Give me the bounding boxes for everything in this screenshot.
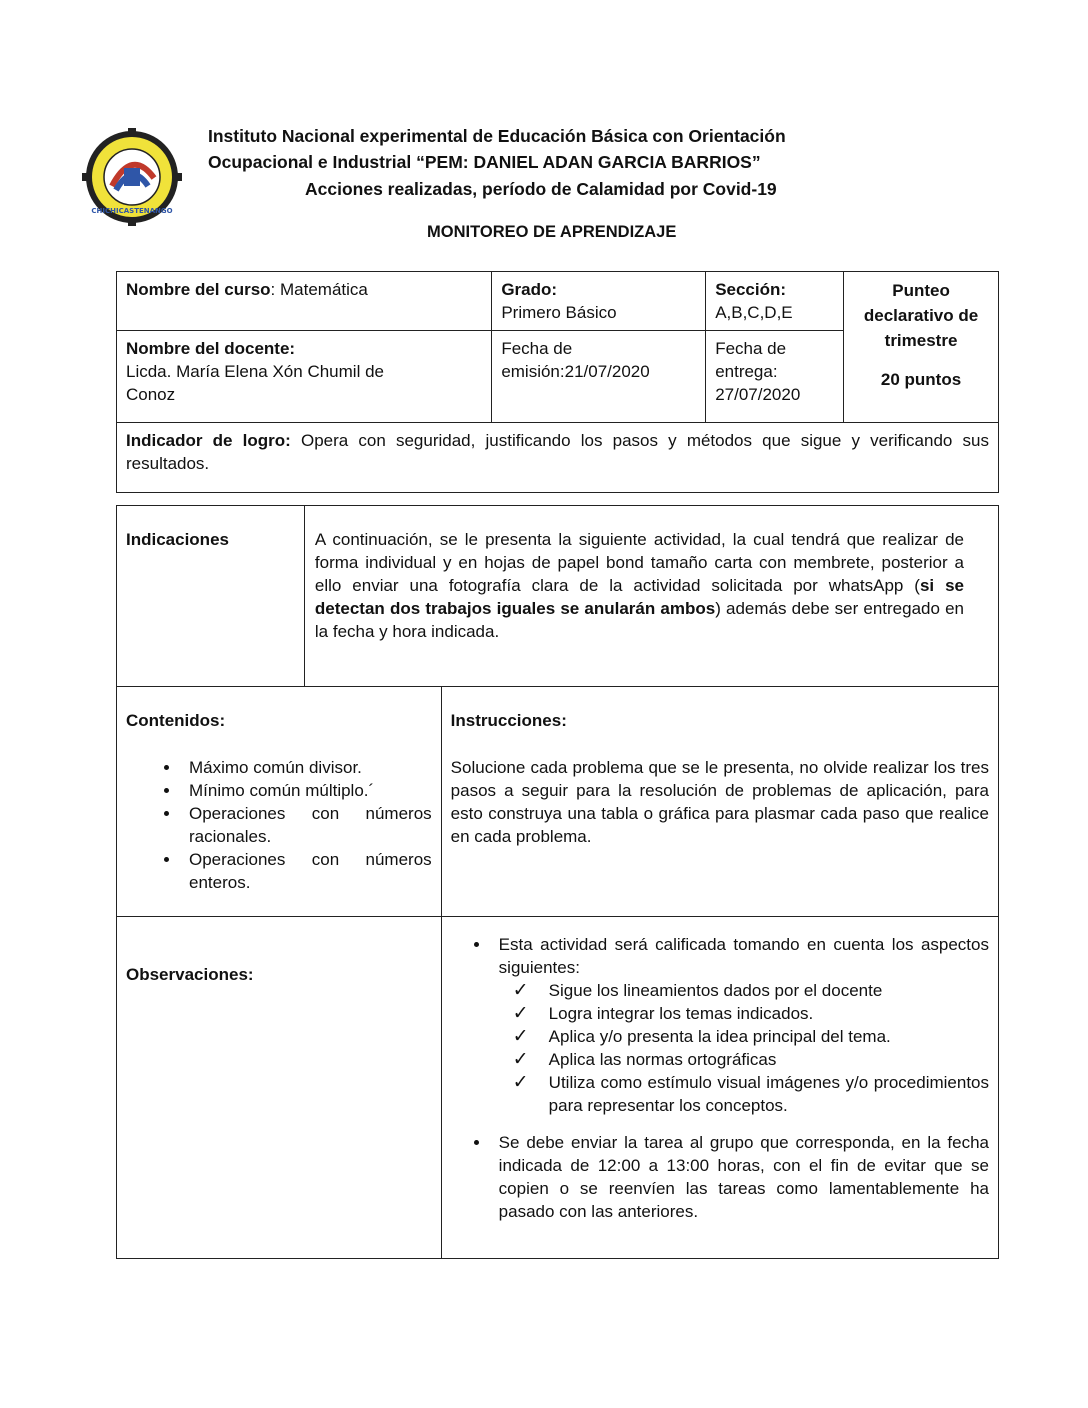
check-icon: ✓ (512, 1003, 529, 1024)
indications-text: A continuación, se le presenta la siguiente actividad, la cual tendrá que realizar de forma individual y en hojas de papel bond tamaño carta con membrete, posterior a ello enviar una fotografía clara de la actividad solicitada por whatsApp ( (314, 530, 964, 595)
list-item: • Se debe enviar la tarea al grupo que corresponda, en la fecha indicada de 12:00 a 13:00 horas, con el fin de evitar que se copien o se reenvíen las tareas como lamentablemente ha pasado con las anteriores. (491, 1131, 989, 1223)
criteria-item: ✓ Utiliza como estímulo visual imágenes y/o procedimientos para representar los conceptos. (512, 1072, 989, 1115)
document-title: MONITOREO DE APRENDIZAJE (427, 223, 677, 241)
issue-date-value: emisión:21/07/2020 (501, 362, 650, 381)
list-item: • Operaciones con números racionales. (181, 802, 432, 848)
instructions-text: Solucione cada problema que se le presenta, no olvide realizar los tres pasos a seguir para la resolución de problemas de aplicación, para esto construya una tabla o gráfica para plasmar cada paso que realice en cada problema. (450, 758, 989, 846)
section-value: A,B,C,D,E (715, 303, 793, 322)
score-label-1: Punteo (892, 281, 950, 300)
contents-label: Contenidos: (126, 711, 226, 730)
teacher-name-2: Conoz (126, 385, 176, 404)
due-date-label-1: Fecha de (715, 339, 787, 358)
teacher-cell (117, 331, 492, 423)
evaluation-intro: Esta actividad será calificada tomando en cuenta los aspectos siguientes: (498, 935, 989, 977)
indicator-text: Opera con seguridad, justificando los pasos y métodos que sigue y verificando sus resultados. (126, 431, 989, 473)
indicator-cell (117, 423, 999, 493)
check-icon: ✓ (512, 1026, 529, 1047)
observations-list (451, 933, 989, 1223)
indications-label-cell (117, 506, 305, 687)
criteria-item: ✓ Logra integrar los temas indicados. (512, 1003, 814, 1024)
check-icon: ✓ (512, 1072, 529, 1093)
contents-cell (117, 687, 442, 917)
institute-name-line2: Ocupacional e Industrial “PEM: DANIEL ADAN GARCIA BARRIOS” (208, 152, 761, 172)
check-icon: ✓ (512, 980, 529, 1001)
score-label-2: declarativo de (863, 306, 979, 325)
observations-cell (441, 917, 998, 1259)
check-icon: ✓ (512, 1049, 529, 1070)
observations-label-cell (117, 917, 442, 1259)
criteria-list (499, 979, 989, 1117)
indications-cell (304, 506, 998, 687)
document-context: Acciones realizadas, período de Calamidad por Covid-19 (305, 179, 777, 199)
score-label-3: trimestre (884, 331, 958, 350)
teacher-label: Nombre del docente: (126, 339, 296, 358)
institute-name-line1: Instituto Nacional experimental de Educación Básica con Orientación (208, 126, 786, 146)
issue-date-label: Fecha de (501, 339, 573, 358)
grade-value: Primero Básico (501, 303, 617, 322)
instructions-label: Instrucciones: (450, 711, 567, 730)
grade-cell (492, 272, 706, 331)
school-logo (82, 128, 182, 226)
section-label: Sección: (715, 280, 787, 299)
score-cell (844, 272, 999, 423)
due-date-cell (706, 331, 844, 423)
teacher-name-1: Licda. María Elena Xón Chumil de (126, 362, 384, 381)
indications-warning: si se detectan dos trabajos iguales se anularán ambos (314, 576, 964, 618)
indications-label: Indicaciones (126, 530, 229, 549)
activity-table (116, 505, 999, 1259)
score-value: 20 puntos (880, 370, 962, 389)
course-value: : Matemática (270, 280, 368, 299)
due-date-label-2: entrega: (715, 362, 778, 381)
list-item: • Mínimo común múltiplo.´ (181, 779, 432, 802)
grade-label: Grado: (501, 280, 558, 299)
observations-label: Observaciones: (126, 965, 254, 984)
course-cell (117, 272, 492, 331)
indicator-label: Indicador de logro: (126, 431, 291, 450)
list-item: • Máximo común divisor. (181, 756, 432, 779)
list-item (491, 933, 989, 1117)
contents-list (126, 756, 432, 894)
issue-date-cell (492, 331, 706, 423)
list-item: • Operaciones con números enteros. (181, 848, 432, 894)
due-date-value: 27/07/2020 (715, 385, 801, 404)
criteria-item: ✓ Aplica y/o presenta la idea principal del tema. (512, 1026, 891, 1047)
course-info-table (116, 271, 999, 493)
course-label: Nombre del curso (126, 280, 271, 299)
indications-text-end: ) además debe ser entregado en la fecha y hora indicada. (314, 599, 964, 641)
section-cell (706, 272, 844, 331)
instructions-cell (441, 687, 998, 917)
criteria-item: ✓ Aplica las normas ortográficas (512, 1049, 777, 1070)
svg-text:CHICHICASTENANGO: CHICHICASTENANGO (91, 207, 173, 215)
criteria-item: ✓ Sigue los lineamientos dados por el docente (512, 980, 883, 1001)
